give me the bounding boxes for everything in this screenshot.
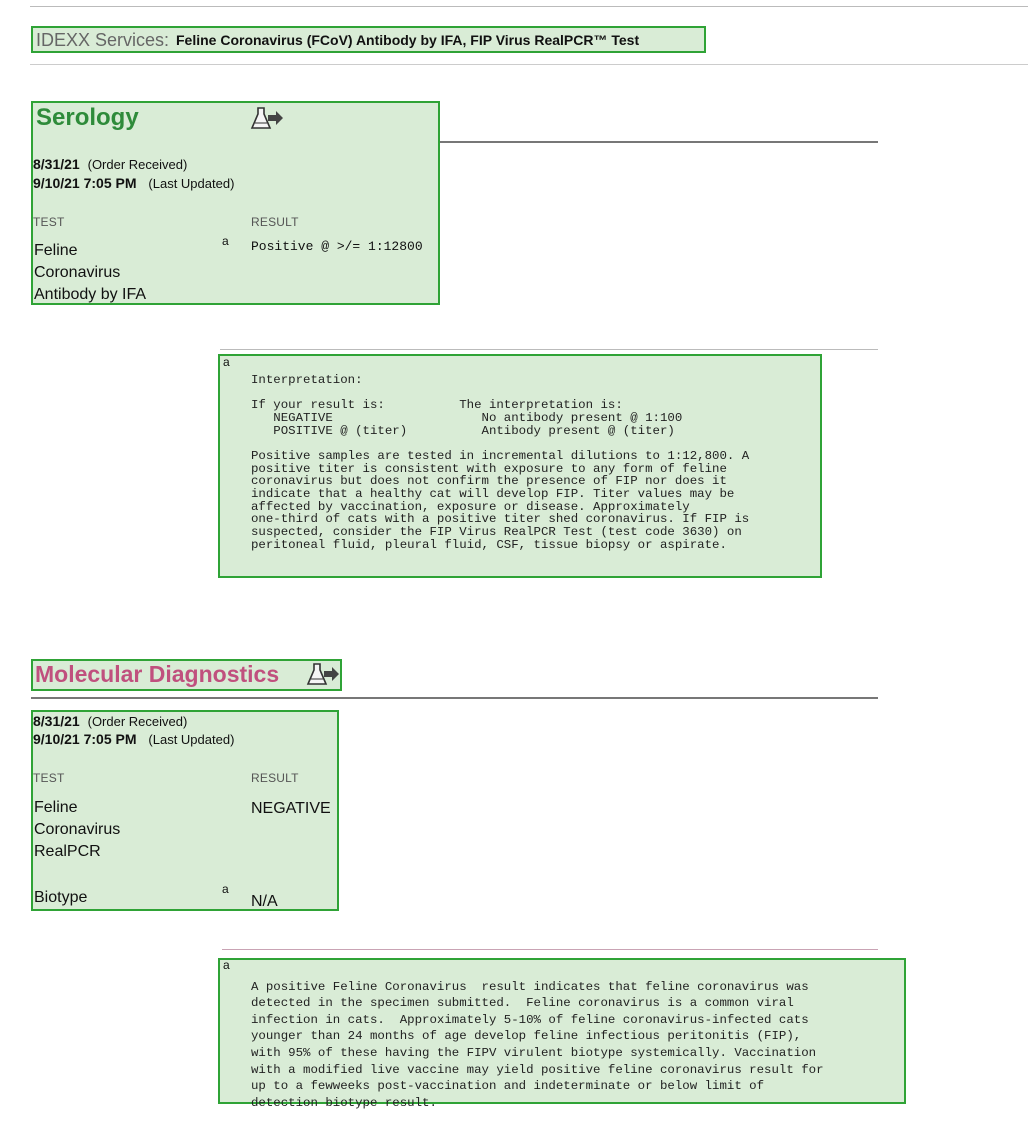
serology-test-header: TEST [33, 215, 65, 229]
molecular-heading: Molecular Diagnostics [35, 661, 280, 687]
page-header [31, 26, 706, 53]
note-line: Positive samples are tested in incremental dilutions to 1:12,800. A [251, 448, 750, 463]
molecular-rule [31, 697, 878, 699]
note-line: one-third of cats with a positive titer shed coronavirus. If FIP is [251, 512, 750, 527]
serology-test-name-line: Coronavirus [34, 264, 121, 281]
page-title: Feline Coronavirus (FCoV) Antibody by IFA, FIP Virus RealPCR™ Test [176, 32, 640, 48]
serology-test-name [34, 240, 146, 306]
molecular-result-header: RESULT [251, 771, 299, 785]
biotype-result: N/A [251, 893, 278, 910]
serology-note-rule [220, 349, 878, 350]
flask-arrow-icon[interactable] [306, 662, 340, 688]
note-line: detected in the specimen submitted. Feline coronavirus is a common viral [251, 996, 794, 1011]
note-line: POSITIVE @ (titer) Antibody present @ (titer) [251, 423, 675, 438]
molecular-result: NEGATIVE [251, 800, 331, 817]
serology-updated-date: 9/10/21 7:05 PM [33, 175, 137, 191]
flask-arrow-icon[interactable] [250, 106, 284, 132]
note-line: with a modified live vaccine may yield positive feline coronavirus result for [251, 1062, 824, 1077]
serology-result: Positive @ >/= 1:12800 [251, 239, 423, 254]
header-underline [30, 64, 1028, 65]
serology-note-marker: a [223, 355, 230, 369]
molecular-updated-label: (Last Updated) [148, 732, 235, 747]
serology-order-row [33, 156, 187, 172]
molecular-note-rule [222, 949, 878, 950]
serology-updated-label: (Last Updated) [148, 176, 235, 191]
note-line: NEGATIVE No antibody present @ 1:100 [251, 410, 683, 425]
molecular-test-name-line: RealPCR [34, 843, 101, 860]
molecular-updated-row [33, 731, 234, 747]
serology-test-name-line: Antibody by IFA [34, 286, 147, 303]
note-line: suspected, consider the FIP Virus RealPCR Test (test code 3630) on [251, 525, 742, 540]
molecular-test-name-line: Coronavirus [34, 821, 121, 838]
note-line: A positive Feline Coronavirus result indicates that feline coronavirus was [251, 979, 809, 994]
serology-updated-row [33, 175, 234, 191]
molecular-test-header: TEST [33, 771, 65, 785]
note-line: detection biotype result. [251, 1095, 437, 1110]
top-rule [30, 6, 1028, 7]
molecular-note-marker: a [223, 958, 230, 972]
note-line: coronavirus but does not confirm the presence of FIP nor does it [251, 474, 727, 489]
note-line [251, 437, 749, 450]
molecular-order-date: 8/31/21 [33, 713, 80, 729]
serology-note-text [251, 361, 749, 564]
molecular-test-name [34, 797, 120, 863]
serology-result-header: RESULT [251, 215, 299, 229]
note-line: infection in cats. Approximately 5-10% of feline coronavirus-infected cats [251, 1012, 809, 1027]
note-line: indicate that a healthy cat will develop FIP. Titer values may be [251, 487, 735, 501]
note-line: younger than 24 months of age develop feline infectious peritonitis (FIP), [251, 1029, 802, 1044]
note-line: with 95% of these having the FIPV virulent biotype systemically. Vaccination [251, 1045, 817, 1060]
note-line: up to a fewweeks post-vaccination and indeterminate or below limit of [251, 1079, 765, 1094]
serology-rule [440, 141, 878, 143]
note-line: affected by vaccination, exposure or disease. Approximately [251, 499, 690, 514]
biotype-label: Biotype [34, 889, 88, 906]
biotype-footnote-marker: a [222, 882, 229, 896]
header-prefix: IDEXX Services: [36, 30, 170, 50]
note-line: peritoneal fluid, pleural fluid, CSF, tissue biopsy or aspirate. [251, 537, 727, 552]
serology-footnote-marker: a [222, 234, 229, 248]
molecular-note-text [251, 962, 824, 1128]
molecular-order-row [33, 713, 187, 729]
note-line: positive titer is consistent with exposure to any form of feline [251, 461, 727, 476]
molecular-order-label: (Order Received) [87, 714, 188, 729]
serology-test-name-line: Feline [34, 242, 78, 259]
serology-order-label: (Order Received) [87, 157, 188, 172]
note-line: If your result is: The interpretation is: [251, 398, 623, 413]
serology-order-date: 8/31/21 [33, 156, 80, 172]
molecular-test-name-line: Feline [34, 799, 78, 816]
note-line: Interpretation: [251, 372, 363, 387]
serology-heading: Serology [36, 104, 139, 131]
molecular-updated-date: 9/10/21 7:05 PM [33, 731, 137, 747]
